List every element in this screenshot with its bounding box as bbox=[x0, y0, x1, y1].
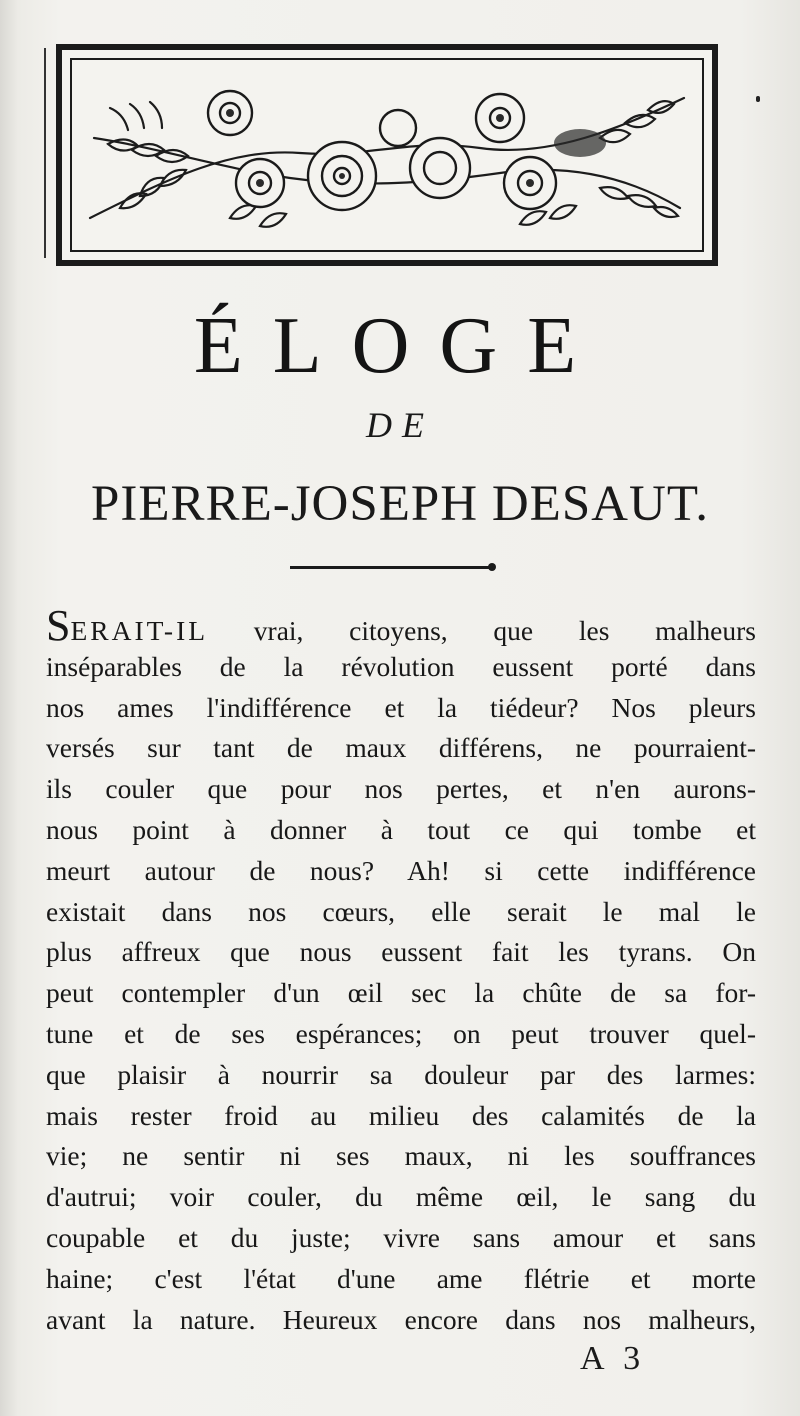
text-line: haine; c'est l'état d'une ame flétrie et morte bbox=[46, 1262, 756, 1294]
text-line: avant la nature. Heureux encore dans nos malheurs, bbox=[46, 1303, 756, 1335]
text-line: coupable et du juste; vivre sans amour et sans bbox=[46, 1221, 756, 1253]
text-line: nous point à donner à tout ce qui tombe et bbox=[46, 813, 756, 845]
text-line: vie; ne sentir ni ses maux, ni les souffrances bbox=[46, 1140, 756, 1172]
drop-cap: S bbox=[46, 601, 71, 650]
body-paragraph bbox=[46, 601, 756, 1340]
line-text: vrai, citoyens, que les malheurs bbox=[253, 615, 756, 646]
page-edge-line bbox=[44, 48, 46, 258]
title-rule-end bbox=[488, 563, 496, 571]
title-rule bbox=[290, 566, 490, 569]
page-title: ÉLOGE bbox=[193, 302, 607, 390]
text-line: inséparables de la révolution eussent porté dans bbox=[46, 650, 756, 682]
text-line: que plaisir à nourrir sa douleur par des larmes: bbox=[46, 1058, 756, 1090]
text-line: ils couler que pour nos pertes, et n'en aurons- bbox=[46, 773, 756, 805]
text-line: plus affreux que nous eussent fait les tyrans. On bbox=[46, 936, 756, 968]
ink-mark bbox=[756, 96, 760, 102]
text-line: tune et de ses espérances; on peut trouver quel- bbox=[46, 1017, 756, 1049]
signature-mark: A 3 bbox=[580, 1340, 647, 1377]
text-line: d'autrui; voir couler, du même œil, le sang du bbox=[46, 1181, 756, 1213]
subject-name: PIERRE-JOSEPH DESAUT. bbox=[91, 476, 709, 532]
text-line bbox=[46, 601, 756, 650]
text-line: meurt autour de nous? Ah! si cette indifférence bbox=[46, 854, 756, 886]
text-line: versés sur tant de maux différens, ne pourraient- bbox=[46, 732, 756, 764]
floral-headpiece-icon bbox=[80, 68, 694, 242]
opening-word: ERAIT-IL bbox=[70, 615, 209, 646]
title-preposition: DE bbox=[366, 405, 434, 445]
text-line: nos ames l'indifférence et la tiédeur? Nos pleurs bbox=[46, 691, 756, 723]
floral-headpiece bbox=[56, 44, 718, 266]
text-line: peut contempler d'un œil sec la chûte de sa for- bbox=[46, 977, 756, 1009]
text-line: existait dans nos cœurs, elle serait le mal le bbox=[46, 895, 756, 927]
text-line: mais rester froid au milieu des calamités de la bbox=[46, 1099, 756, 1131]
